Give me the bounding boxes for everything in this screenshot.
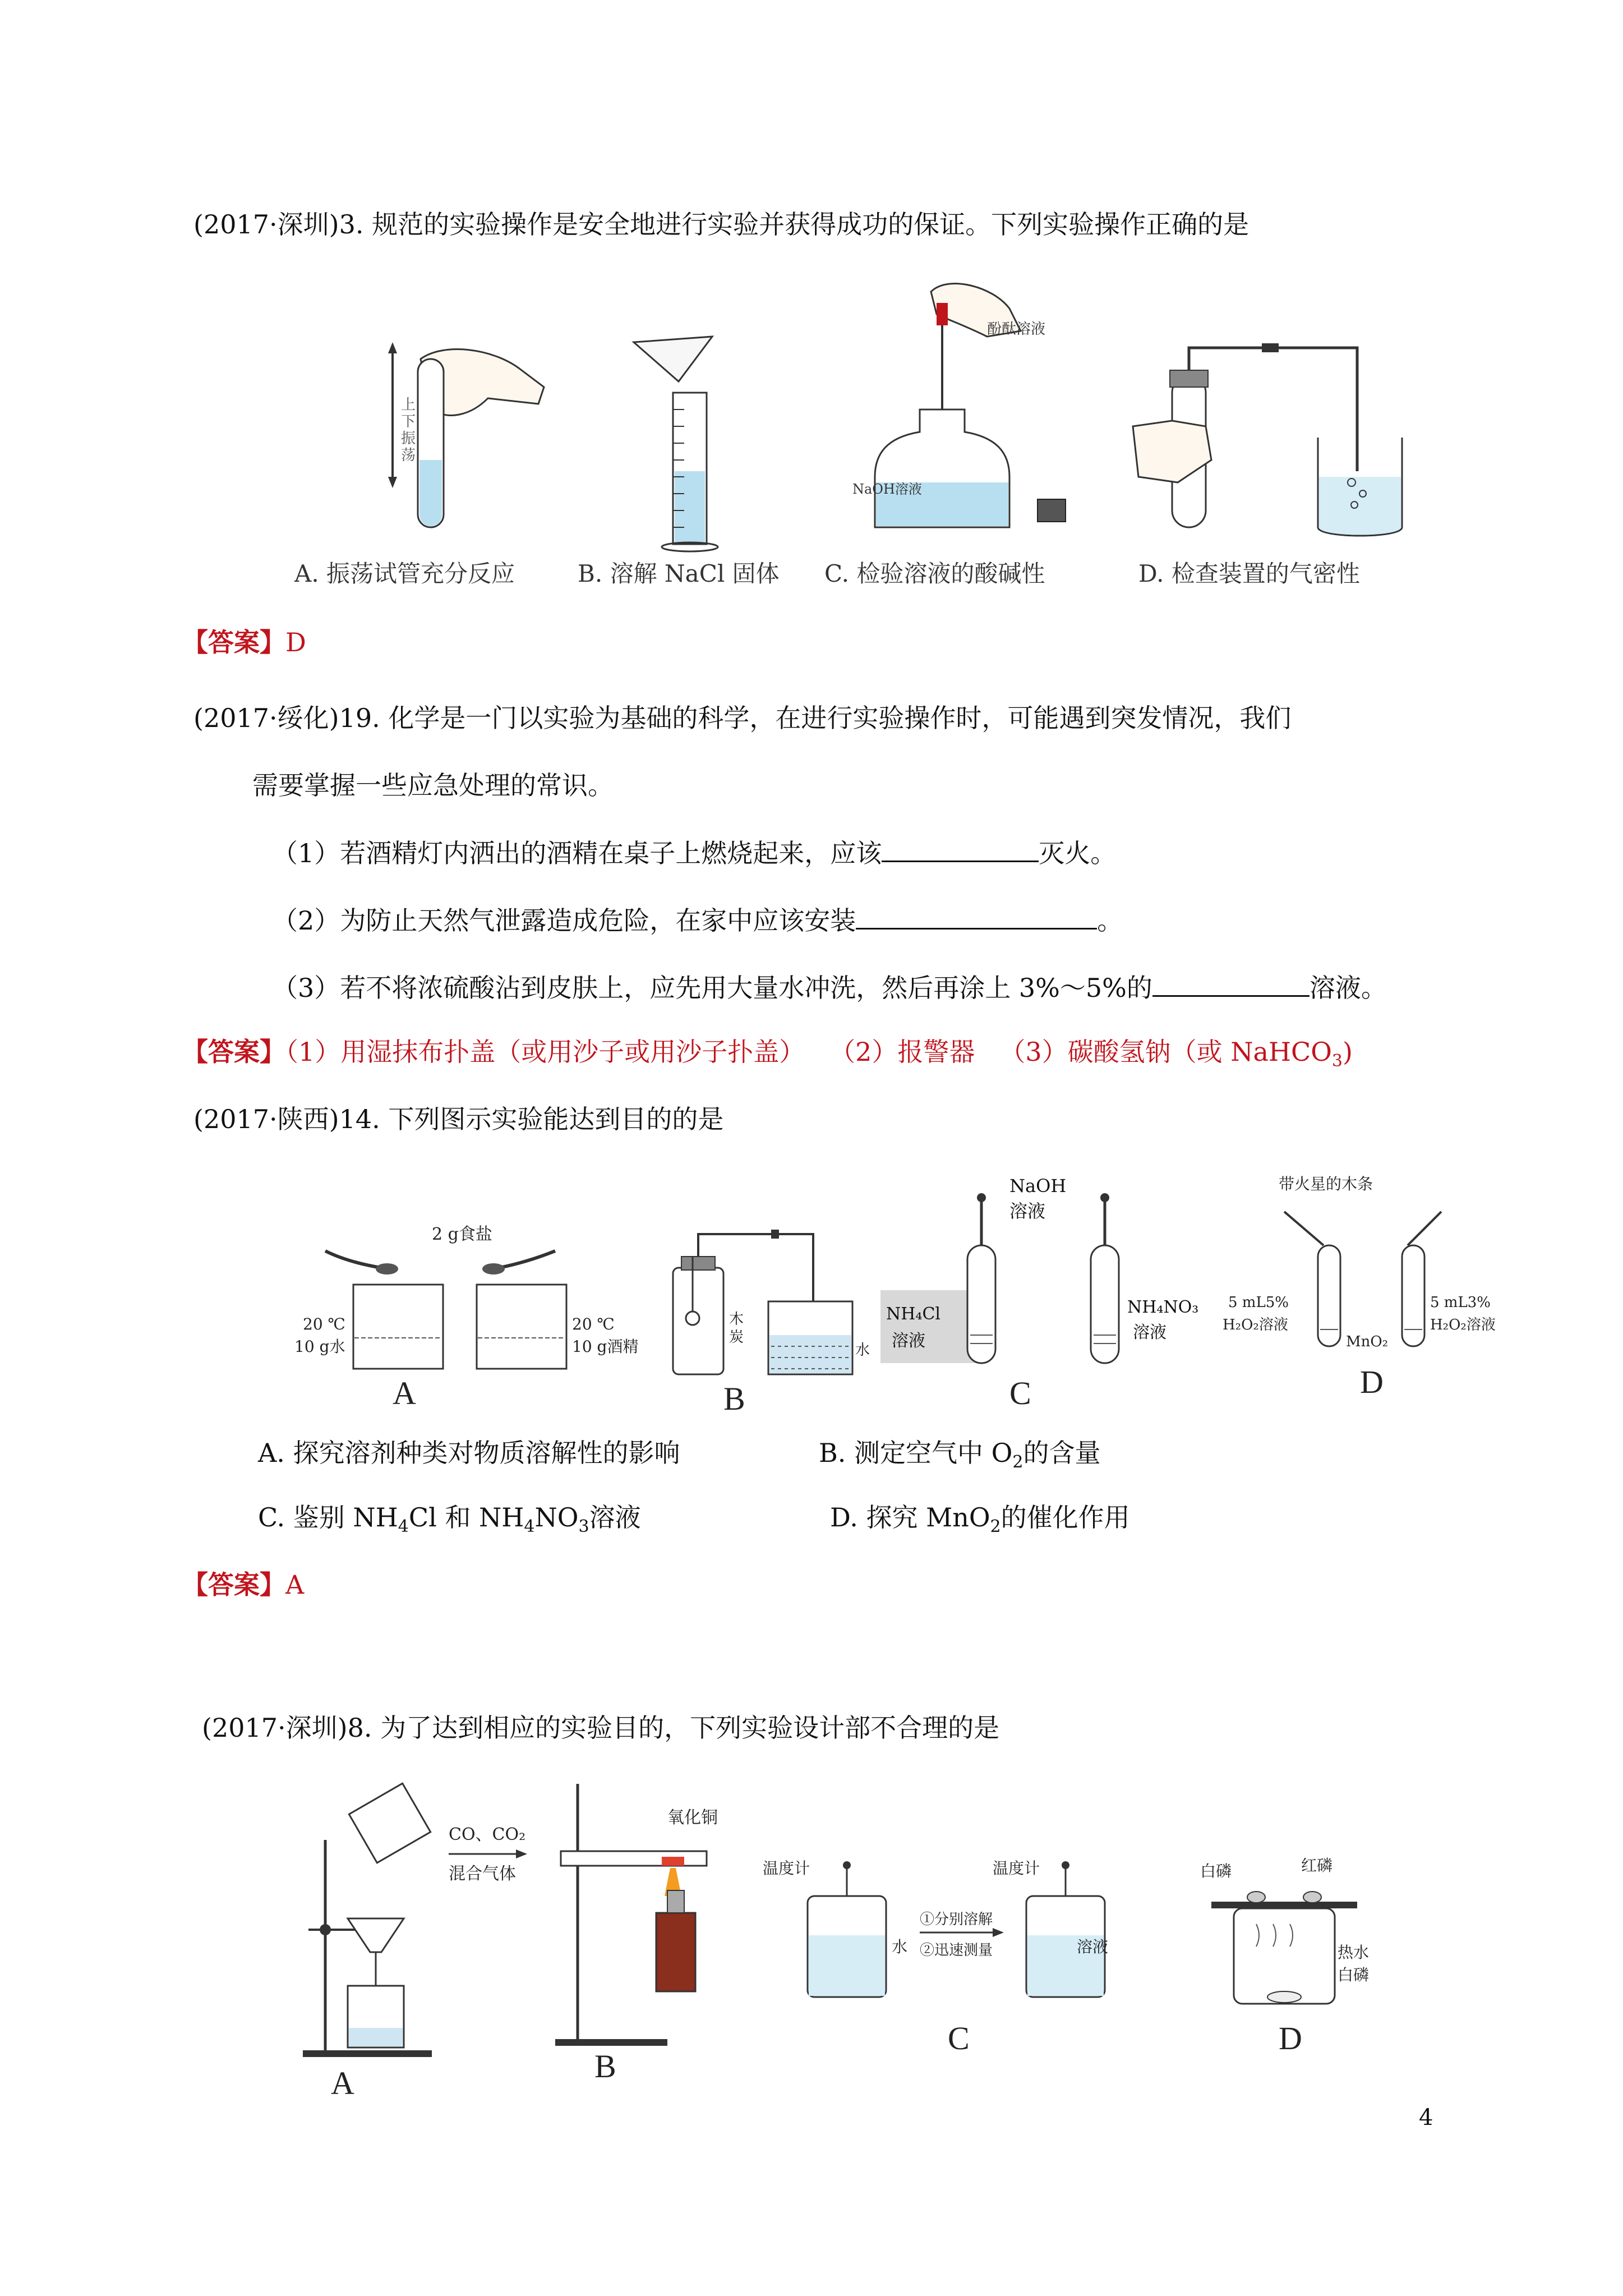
q2-answer-3-end: ) bbox=[1343, 1037, 1353, 1067]
q2-source: (2017·绥化) bbox=[193, 703, 339, 733]
q1-a-label-2: 下 bbox=[401, 413, 416, 430]
q4-c-solution: 溶液 bbox=[1077, 1938, 1109, 1956]
q2-sub3-blank[interactable] bbox=[1152, 970, 1310, 997]
q3-option-c-sub3: 3 bbox=[578, 1517, 589, 1537]
q4-letter-d: D bbox=[1279, 2020, 1302, 2056]
q4-d-red-p: 红磷 bbox=[1301, 1856, 1333, 1875]
q4-figure-c bbox=[763, 1851, 1122, 2019]
q2-answer bbox=[182, 1035, 1353, 1078]
q3-figure-b bbox=[651, 1217, 875, 1397]
q3-option-c-sub1: 4 bbox=[398, 1517, 409, 1537]
q4-letter-a: A bbox=[331, 2065, 354, 2101]
q2-sub-3 bbox=[272, 970, 1387, 1005]
q2-stem-line-2: 需要掌握一些应急处理的常识。 bbox=[252, 770, 614, 800]
q1-answer-label: 【答案】 bbox=[182, 627, 285, 657]
q4-figure-b bbox=[449, 1773, 751, 2053]
q2-sub1-blank[interactable] bbox=[882, 836, 1039, 862]
q2-answer-3: （3）碳酸氢钠（或 NaHCO bbox=[999, 1037, 1332, 1067]
q3-option-c-1: C. 鉴别 NH bbox=[258, 1502, 398, 1533]
q2-answer-2: （2）报警器 bbox=[829, 1037, 975, 1067]
q2-sub1-end: 灭火。 bbox=[1039, 838, 1117, 868]
q2-answer-1: （1）用湿抹布扑盖（或用沙子或用沙子扑盖） bbox=[285, 1037, 805, 1067]
q4-c-step-2: ②迅速测量 bbox=[920, 1942, 993, 1959]
q2-sub3-text: （3）若不将浓硫酸沾到皮肤上，应先用大量水冲洗，然后再涂上 3%～5%的 bbox=[272, 973, 1152, 1003]
q2-stem-line-1 bbox=[193, 701, 1291, 735]
q4-source: (2017·深圳) bbox=[202, 1713, 348, 1743]
q3-option-d-2: 的催化作用 bbox=[1000, 1502, 1130, 1533]
q3-option-c-sub2: 4 bbox=[524, 1517, 535, 1537]
q4-d-white-p-2: 白磷 bbox=[1338, 1966, 1370, 1984]
q1-figure-d bbox=[1133, 314, 1413, 550]
q4-text: 为了达到相应的实验目的，下列实验设计部不合理的是 bbox=[380, 1713, 1000, 1743]
q3-a-left-1: 20 ℃ bbox=[303, 1315, 345, 1333]
q4-c-thermo-2: 温度计 bbox=[993, 1859, 1040, 1878]
q3-answer-value: A bbox=[285, 1570, 305, 1600]
q4-stem bbox=[202, 1711, 999, 1745]
q3-d-left-2: H₂O₂溶液 bbox=[1223, 1317, 1288, 1333]
q3-option-c bbox=[258, 1501, 641, 1544]
q3-d-top: 带火星的木条 bbox=[1279, 1175, 1373, 1193]
q3-c-top-2: 溶液 bbox=[1009, 1200, 1046, 1222]
q3-option-a: A. 探究溶剂种类对物质溶解性的影响 bbox=[258, 1438, 680, 1468]
q2-answer-label: 【答案】 bbox=[182, 1037, 285, 1067]
q3-option-d bbox=[830, 1501, 1130, 1544]
q2-sub2-blank[interactable] bbox=[856, 903, 1097, 930]
q4-number: 8. bbox=[347, 1713, 372, 1743]
q3-answer-label: 【答案】 bbox=[182, 1570, 285, 1600]
q2-answer-3-sub: 3 bbox=[1331, 1051, 1343, 1071]
q3-figure-a bbox=[292, 1217, 639, 1408]
q3-letter-c: C bbox=[1009, 1375, 1031, 1411]
q1-caption-c: C. 检验溶液的酸碱性 bbox=[824, 560, 1045, 587]
q1-a-label-1: 上 bbox=[401, 397, 416, 413]
q4-b-gas-1: CO、CO₂ bbox=[449, 1825, 526, 1844]
q3-option-b bbox=[819, 1436, 1100, 1479]
q3-option-b-1: B. 测定空气中 O bbox=[819, 1438, 1013, 1468]
q1-a-label-4: 荡 bbox=[401, 447, 416, 464]
q4-c-thermo-1: 温度计 bbox=[763, 1859, 810, 1878]
q1-caption-d: D. 检查装置的气密性 bbox=[1138, 560, 1360, 587]
q2-sub-2 bbox=[272, 903, 1123, 937]
q2-sub1-text: （1）若酒精灯内洒出的酒精在桌子上燃烧起来，应该 bbox=[272, 838, 882, 868]
q2-sub2-text: （2）为防止天然气泄露造成危险，在家中应该安装 bbox=[272, 905, 856, 936]
q1-stem bbox=[193, 208, 1249, 241]
q1-caption-b: B. 溶解 NaCl 固体 bbox=[578, 560, 780, 587]
q4-letter-b: B bbox=[594, 2048, 616, 2085]
q1-figure-b bbox=[623, 331, 746, 555]
q3-source: (2017·陕西) bbox=[193, 1104, 339, 1134]
q1-answer bbox=[182, 625, 306, 659]
q1-number: 3. bbox=[339, 209, 364, 240]
q3-number: 14. bbox=[339, 1104, 380, 1134]
q4-c-step-1: ①分别溶解 bbox=[920, 1911, 993, 1928]
q3-d-right-2: H₂O₂溶液 bbox=[1430, 1317, 1496, 1333]
q3-answer bbox=[182, 1568, 304, 1602]
q1-source: (2017·深圳) bbox=[193, 209, 339, 240]
q3-a-top: 2 g食盐 bbox=[432, 1225, 492, 1244]
q3-option-d-1: D. 探究 MnO bbox=[830, 1502, 990, 1533]
q3-option-c-3: NO bbox=[534, 1502, 579, 1533]
q2-text-1: 化学是一门以实验为基础的科学，在进行实验操作时，可能遇到突发情况，我们 bbox=[388, 703, 1292, 733]
q3-d-right-1: 5 mL3% bbox=[1430, 1294, 1491, 1311]
q4-figure-a bbox=[292, 1773, 460, 2064]
q4-c-water: 水 bbox=[892, 1938, 908, 1956]
q1-text: 规范的实验操作是安全地进行实验并获得成功的保证。下列实验操作正确的是 bbox=[372, 209, 1249, 240]
q3-a-right-1: 20 ℃ bbox=[572, 1315, 615, 1333]
q4-d-white-p: 白磷 bbox=[1200, 1862, 1232, 1880]
q1-c-label-1: 酚酞溶液 bbox=[987, 321, 1046, 338]
q3-option-b-2: 的含量 bbox=[1023, 1438, 1101, 1468]
q3-d-left-1: 5 mL5% bbox=[1228, 1294, 1289, 1311]
q2-sub2-end: 。 bbox=[1097, 905, 1123, 936]
q3-option-c-2: Cl 和 NH bbox=[408, 1502, 524, 1533]
q3-c-left-2: 溶液 bbox=[892, 1331, 925, 1351]
q4-b-oxide: 氧化铜 bbox=[667, 1808, 718, 1828]
page-number: 4 bbox=[1419, 2105, 1433, 2131]
q3-c-right-2: 溶液 bbox=[1133, 1323, 1166, 1342]
q3-a-right-2: 10 g酒精 bbox=[572, 1337, 639, 1356]
q3-c-left-1: NH₄Cl bbox=[886, 1304, 940, 1324]
q1-figure-c bbox=[852, 269, 1110, 544]
q1-a-label-3: 振 bbox=[401, 430, 416, 447]
q3-figure-d bbox=[1211, 1167, 1525, 1358]
q4-figure-d bbox=[1200, 1846, 1391, 2019]
q3-option-c-4: 溶液 bbox=[589, 1502, 641, 1533]
q3-d-mno2: MnO₂ bbox=[1346, 1333, 1389, 1350]
q3-stem bbox=[193, 1102, 723, 1136]
q2-number: 19. bbox=[339, 703, 380, 733]
q4-b-gas-2: 混合气体 bbox=[449, 1864, 516, 1884]
q1-answer-value: D bbox=[285, 627, 306, 657]
q3-a-left-2: 10 g水 bbox=[294, 1337, 345, 1356]
q4-letter-c: C bbox=[948, 2020, 970, 2056]
q3-letter-a: A bbox=[393, 1375, 416, 1411]
q3-figure-c bbox=[880, 1167, 1206, 1369]
q3-c-right-1: NH₄NO₃ bbox=[1127, 1297, 1199, 1317]
q4-d-hot-water: 热水 bbox=[1338, 1943, 1370, 1962]
q1-c-label-2: NaOH溶液 bbox=[852, 481, 922, 497]
q3-text: 下列图示实验能达到目的的是 bbox=[388, 1104, 724, 1134]
q1-figure-a bbox=[359, 337, 550, 561]
q3-option-b-sub: 2 bbox=[1012, 1452, 1023, 1473]
q3-b-charcoal-2: 炭 bbox=[729, 1329, 744, 1346]
q3-letter-b: B bbox=[723, 1381, 745, 1417]
q3-b-charcoal-1: 木 bbox=[729, 1311, 744, 1328]
q3-b-water: 水 bbox=[855, 1342, 870, 1359]
q2-sub-1 bbox=[272, 836, 1116, 870]
q1-caption-a: A. 振荡试管充分反应 bbox=[294, 560, 515, 587]
q2-sub3-end: 溶液。 bbox=[1309, 973, 1387, 1003]
q3-letter-d: D bbox=[1360, 1364, 1384, 1400]
q3-c-top-1: NaOH bbox=[1009, 1175, 1067, 1197]
q3-option-d-sub: 2 bbox=[990, 1517, 1001, 1537]
